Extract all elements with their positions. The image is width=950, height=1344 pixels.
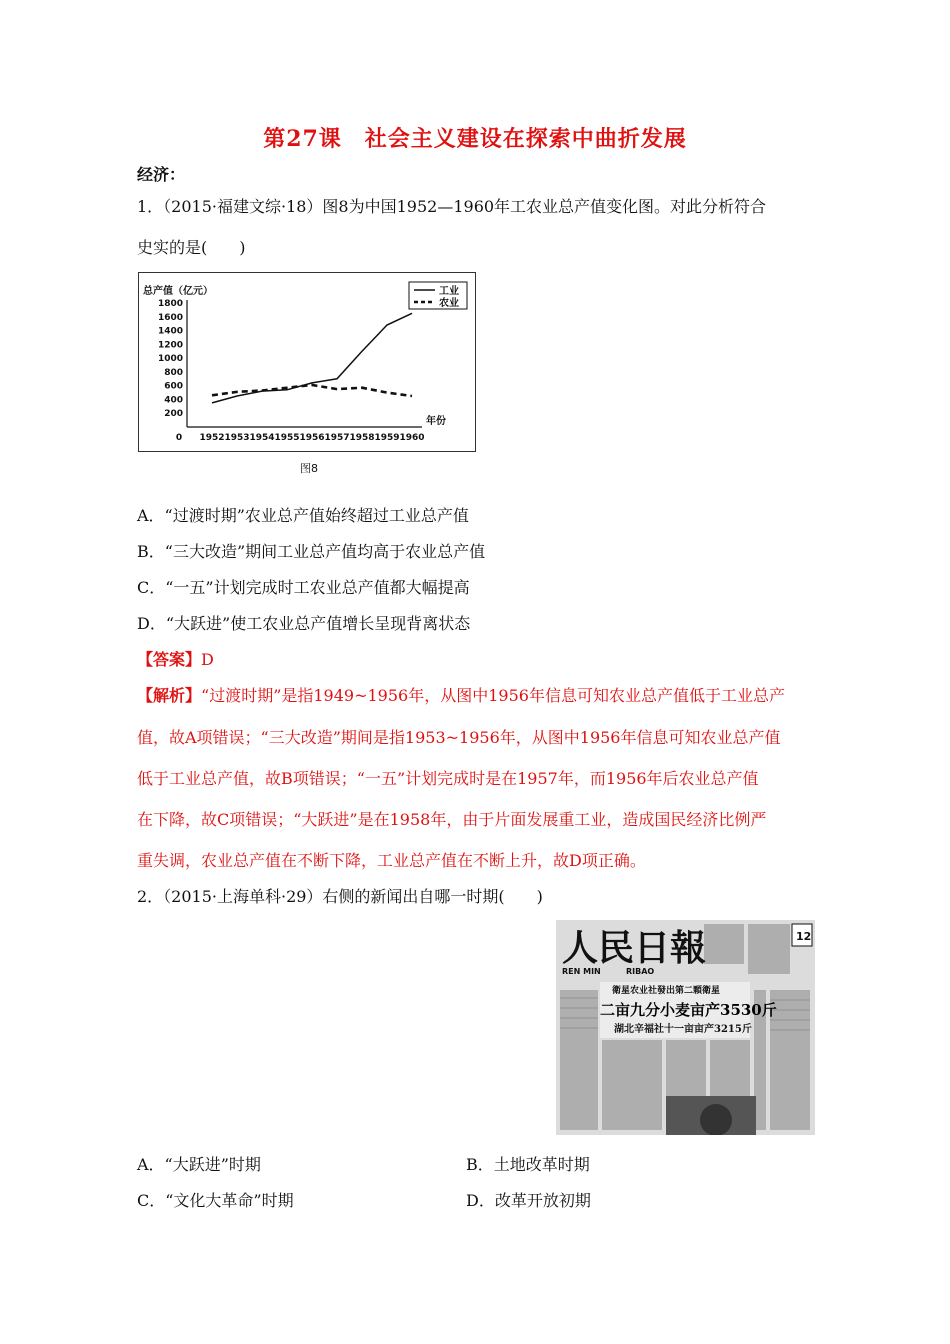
analysis-line-3: 低于工业总产值，故B项错误；“一五”计划完成时是在1957年，而1956年后农业总产值 [137,769,759,788]
q1-option-c: C．“一五”计划完成时工农业总产值都大幅提高 [137,578,470,597]
analysis-line-2: 值，故A项错误；“三大改造”期间是指1953~1956年，从图中1956年信息可知农业总产值 [137,728,781,747]
newspaper-kicker: 衛星农业社發出第二顆衛星 [612,986,721,996]
legend-label: 农业 [439,298,459,309]
newspaper-image [556,920,815,1135]
section-label: 经济： [137,165,186,184]
y-tick-label: 800 [164,367,183,378]
figure-caption: 图8 [300,462,318,475]
x-tick-label: 1958 [349,433,375,443]
x-tick-label: 1957 [324,433,350,443]
legend-label: 工业 [439,286,459,297]
x-tick-label: 1952 [199,433,225,443]
y-tick-label: 400 [164,395,183,406]
q1-stem-line1: 1．（2015·福建文综·18）图8为中国1952—1960年工农业总产值变化图。对此分析符合 [137,197,767,216]
analysis-line-5: 重失调，农业总产值在不断下降，工业总产值在不断上升，故D项正确。 [137,851,646,870]
x-tick-label: 1955 [274,433,300,443]
analysis-line-1 [137,685,785,707]
x-tick-label: 1954 [249,433,275,443]
y-tick-label: 1200 [157,340,183,351]
x-tick-label: 1953 [224,433,250,443]
x-tick-label: 1960 [399,433,425,443]
chart-frame [138,272,476,452]
analysis-line-4: 在下降，故C项错误；“大跃进”是在1958年，由于片面发展重工业，造成国民经济比例严 [137,810,767,829]
series-line-industry [212,313,412,403]
q1-option-b: B．“三大改造”期间工业总产值均高于农业总产值 [137,542,486,561]
newspaper-headline: 二亩九分小麦亩产3530斤 [600,1001,777,1019]
y-tick-label: 1400 [157,326,183,337]
q2-option-a: A．“大跃进”时期 [137,1155,261,1174]
y-tick-label: 600 [164,381,183,392]
x-axis-label: 年份 [426,416,446,427]
newspaper-issue: 12 [796,930,812,943]
newspaper-pinyin-right: RIBAO [626,967,655,976]
industry-agriculture-chart [139,273,475,451]
q1-stem-line2: 史实的是( ) [137,238,246,257]
y-tick-label: 1800 [157,299,183,309]
y-tick-label: 200 [164,409,183,420]
y-tick-label: 1600 [157,312,183,323]
newspaper-pinyin-left: REN MIN [562,967,601,976]
y-axis-label: 总产值（亿元） [143,286,213,297]
y-tick-label: 1000 [157,354,183,365]
newspaper-subhead: 湖北辛福社十一亩亩产3215斤 [614,1024,752,1035]
q2-stem: 2．（2015·上海单科·29）右侧的新闻出自哪一时期( ) [137,887,543,906]
q2-option-d: D．改革开放初期 [466,1191,591,1210]
answer [137,649,214,671]
answer-value: D [201,650,214,669]
analysis-label: 【解析】 [137,686,202,705]
q2-option-c: C．“文化大革命”时期 [137,1191,294,1210]
page-title: 第27课 社会主义建设在探索中曲折发展 [263,126,687,152]
answer-label: 【答案】 [137,650,202,669]
x-tick-label: 1956 [299,433,325,443]
x-tick-label: 1959 [374,433,400,443]
origin-label: 0 [175,433,183,443]
analysis-text-1: “过渡时期”是指1949~1956年，从图中1956年信息可知农业总产值低于工业总产 [201,686,785,705]
q1-option-a: A．“过渡时期”农业总产值始终超过工业总产值 [137,506,469,525]
newspaper-masthead: 人民日報 [562,927,707,969]
q2-option-b: B．土地改革时期 [466,1155,590,1174]
q1-option-d: D．“大跃进”使工农业总产值增长呈现背离状态 [137,614,471,633]
